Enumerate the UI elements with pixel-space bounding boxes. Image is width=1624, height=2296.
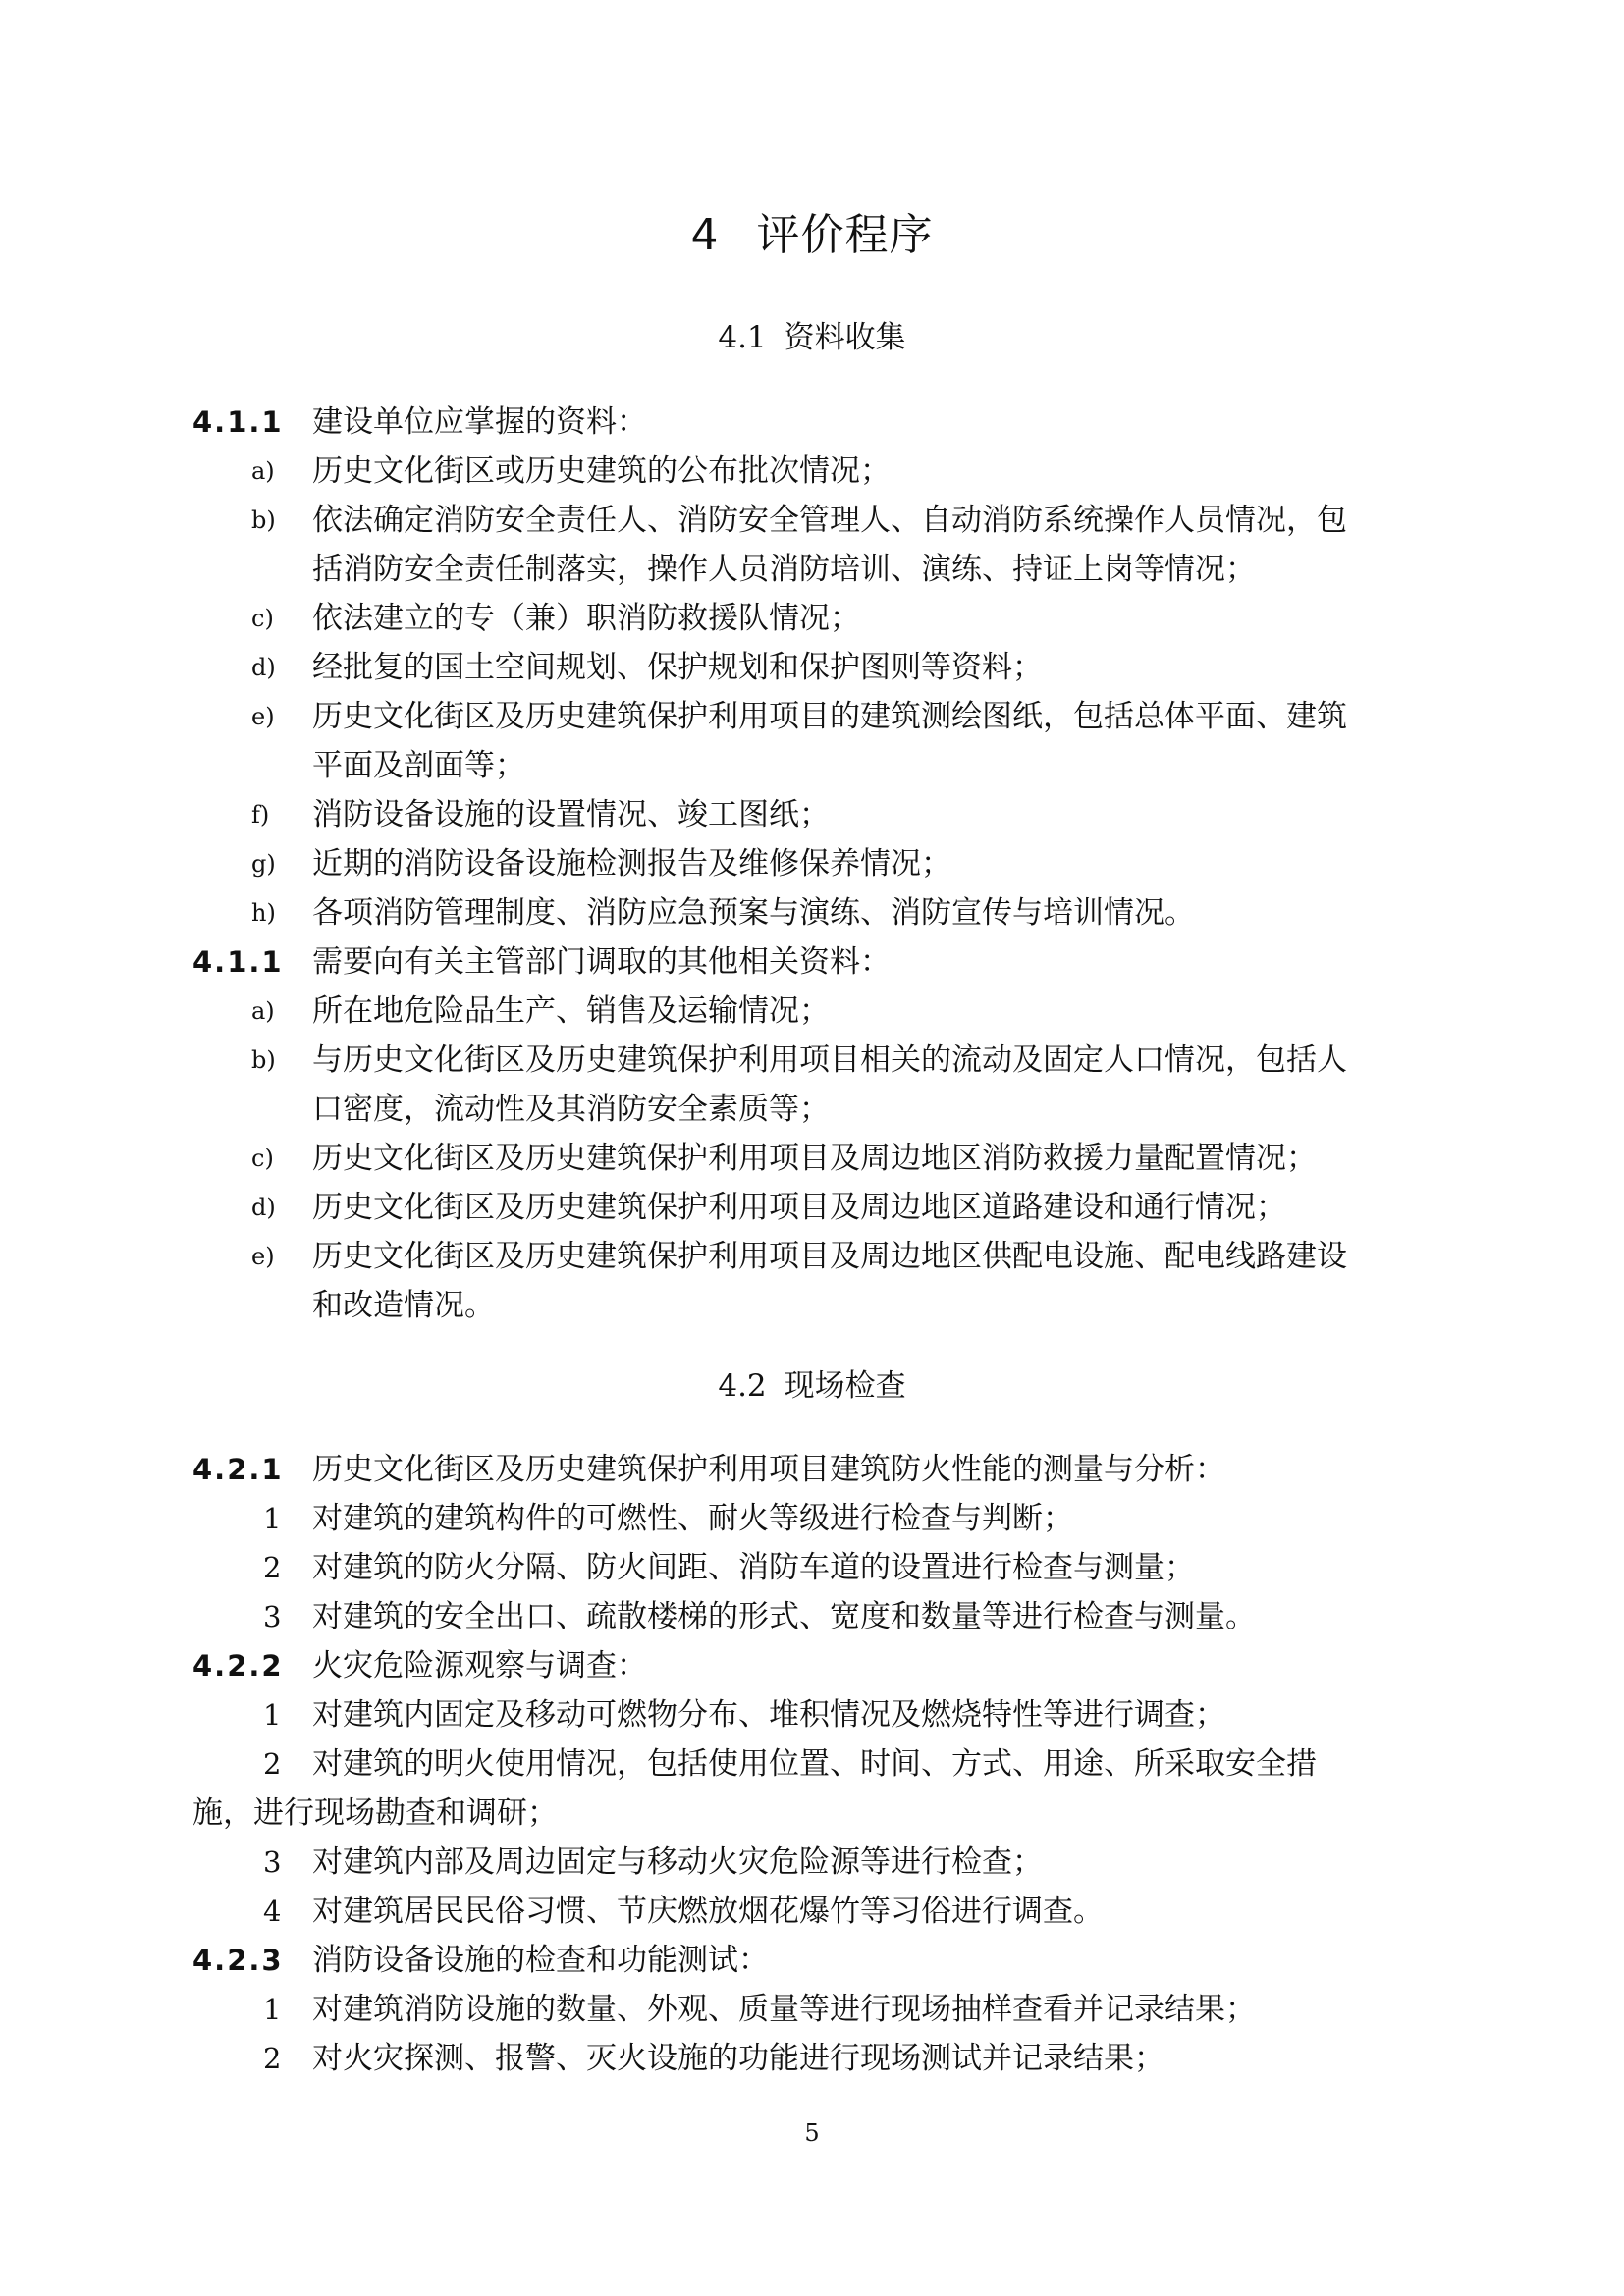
- item-label: b): [251, 507, 276, 534]
- item-label: 4: [263, 1895, 282, 1928]
- list-item-continuation: [192, 1281, 1449, 1330]
- item-text: 历史文化街区及历史建筑保护利用项目的建筑测绘图纸，包括总体平面、建筑: [312, 699, 1347, 734]
- section-title-text: 资料收集: [784, 320, 906, 355]
- item-label: c): [251, 1145, 274, 1172]
- list-item: [192, 692, 1449, 741]
- item-text: 对建筑的安全出口、疏散楼梯的形式、宽度和数量等进行检查与测量。: [312, 1599, 1256, 1634]
- item-label: 1: [263, 1698, 282, 1732]
- item-label: 3: [263, 1600, 282, 1633]
- page-number: 5: [804, 2119, 820, 2147]
- chapter-number: 4: [690, 210, 720, 260]
- item-text: 与历史文化街区及历史建筑保护利用项目相关的流动及固定人口情况，包括人: [312, 1042, 1347, 1078]
- item-label: c): [251, 605, 274, 632]
- clause-text: 历史文化街区及历史建筑保护利用项目建筑防火性能的测量与分析：: [312, 1452, 1225, 1487]
- item-label: 1: [263, 1502, 282, 1535]
- clause-number: 4.1.1: [192, 405, 284, 439]
- clause-heading: [192, 1445, 1449, 1494]
- list-item: [192, 1887, 1449, 1936]
- list-item-continuation: [192, 545, 1449, 594]
- section-number: 4.1: [718, 320, 767, 355]
- item-text: 施，进行现场勘查和调研；: [192, 1795, 558, 1831]
- item-text: 历史文化街区或历史建筑的公布批次情况；: [312, 454, 891, 489]
- chapter-title: [0, 206, 1624, 265]
- item-text: 对建筑的防火分隔、防火间距、消防车道的设置进行检查与测量；: [312, 1550, 1195, 1585]
- clause-heading: [192, 1641, 1449, 1690]
- item-label: 2: [263, 2042, 282, 2075]
- list-item-continuation: [192, 1789, 1449, 1838]
- item-text: 对建筑居民民俗习惯、节庆燃放烟花爆竹等习俗进行调查。: [312, 1894, 1104, 1929]
- item-label: d): [251, 1194, 276, 1221]
- item-label: 1: [263, 1993, 282, 2026]
- chapter-title-text: 评价程序: [756, 210, 934, 260]
- item-text: 对建筑的建筑构件的可燃性、耐火等级进行检查与判断；: [312, 1501, 1073, 1536]
- clause-text: 需要向有关主管部门调取的其他相关资料：: [312, 944, 891, 980]
- list-item: [192, 2034, 1449, 2083]
- list-item-continuation: [192, 1085, 1449, 1134]
- list-item: [192, 1739, 1449, 1789]
- list-item: [192, 1985, 1449, 2034]
- list-item: [192, 1838, 1449, 1887]
- item-text: 对建筑内部及周边固定与移动火灾危险源等进行检查；: [312, 1844, 1043, 1880]
- item-text: 经批复的国土空间规划、保护规划和保护图则等资料；: [312, 650, 1043, 685]
- list-item: [192, 1690, 1449, 1739]
- item-label: a): [251, 457, 275, 485]
- item-text: 历史文化街区及历史建筑保护利用项目及周边地区消防救援力量配置情况；: [312, 1141, 1317, 1176]
- item-label: h): [251, 899, 276, 927]
- list-item: [192, 496, 1449, 545]
- item-text: 平面及剖面等；: [312, 748, 525, 783]
- clause-text: 建设单位应掌握的资料：: [312, 404, 647, 440]
- item-text: 消防设备设施的设置情况、竣工图纸；: [312, 797, 830, 832]
- item-text: 近期的消防设备设施检测报告及维修保养情况；: [312, 846, 951, 881]
- clause-number: 4.1.1: [192, 945, 284, 979]
- item-label: 3: [263, 1845, 282, 1879]
- item-text: 历史文化街区及历史建筑保护利用项目及周边地区道路建设和通行情况；: [312, 1190, 1286, 1225]
- section-number: 4.2: [718, 1368, 767, 1404]
- list-item: [192, 839, 1449, 888]
- item-text: 依法建立的专（兼）职消防救援队情况；: [312, 601, 860, 636]
- section-body-4-2: [192, 1445, 1449, 2083]
- item-label: g): [251, 850, 276, 878]
- list-item: [192, 447, 1449, 496]
- item-text: 历史文化街区及历史建筑保护利用项目及周边地区供配电设施、配电线路建设: [312, 1239, 1347, 1274]
- section-title-4-2: [0, 1364, 1624, 1408]
- section-body-4-1: [192, 398, 1449, 1330]
- list-item: [192, 987, 1449, 1036]
- clause-heading: [192, 1936, 1449, 1985]
- list-item: [192, 1592, 1449, 1641]
- item-label: d): [251, 654, 276, 681]
- clause-text: 消防设备设施的检查和功能测试：: [312, 1943, 769, 1978]
- item-text: 对建筑的明火使用情况，包括使用位置、时间、方式、用途、所采取安全措: [312, 1746, 1317, 1782]
- list-item: [192, 1543, 1449, 1592]
- item-label: a): [251, 997, 275, 1025]
- list-item: [192, 594, 1449, 643]
- item-label: 2: [263, 1551, 282, 1584]
- clause-text: 火灾危险源观察与调查：: [312, 1648, 647, 1683]
- list-item: [192, 643, 1449, 692]
- list-item-continuation: [192, 741, 1449, 790]
- list-item: [192, 1183, 1449, 1232]
- item-text: 对建筑内固定及移动可燃物分布、堆积情况及燃烧特性等进行调查；: [312, 1697, 1225, 1733]
- item-label: e): [251, 1243, 275, 1270]
- clause-number: 4.2.1: [192, 1453, 284, 1486]
- item-text: 依法确定消防安全责任人、消防安全管理人、自动消防系统操作人员情况，包: [312, 503, 1347, 538]
- item-text: 对建筑消防设施的数量、外观、质量等进行现场抽样查看并记录结果；: [312, 1992, 1256, 2027]
- clause-number: 4.2.2: [192, 1649, 284, 1682]
- item-label: 2: [263, 1747, 282, 1781]
- item-text: 对火灾探测、报警、灭火设施的功能进行现场测试并记录结果；: [312, 2041, 1164, 2076]
- list-item: [192, 1494, 1449, 1543]
- item-text: 各项消防管理制度、消防应急预案与演练、消防宣传与培训情况。: [312, 895, 1195, 931]
- section-title-4-1: [0, 316, 1624, 359]
- item-label: f): [251, 801, 270, 828]
- clause-number: 4.2.3: [192, 1944, 284, 1977]
- clause-heading: [192, 937, 1449, 987]
- clause-heading: [192, 398, 1449, 447]
- item-text: 括消防安全责任制落实，操作人员消防培训、演练、持证上岗等情况；: [312, 552, 1256, 587]
- list-item: [192, 790, 1449, 839]
- section-title-text: 现场检查: [784, 1368, 906, 1404]
- item-label: e): [251, 703, 275, 730]
- item-text: 口密度，流动性及其消防安全素质等；: [312, 1092, 830, 1127]
- item-text: 和改造情况。: [312, 1288, 495, 1323]
- list-item: [192, 888, 1449, 937]
- item-text: 所在地危险品生产、销售及运输情况；: [312, 993, 830, 1029]
- item-label: b): [251, 1046, 276, 1074]
- list-item: [192, 1232, 1449, 1281]
- list-item: [192, 1134, 1449, 1183]
- list-item: [192, 1036, 1449, 1085]
